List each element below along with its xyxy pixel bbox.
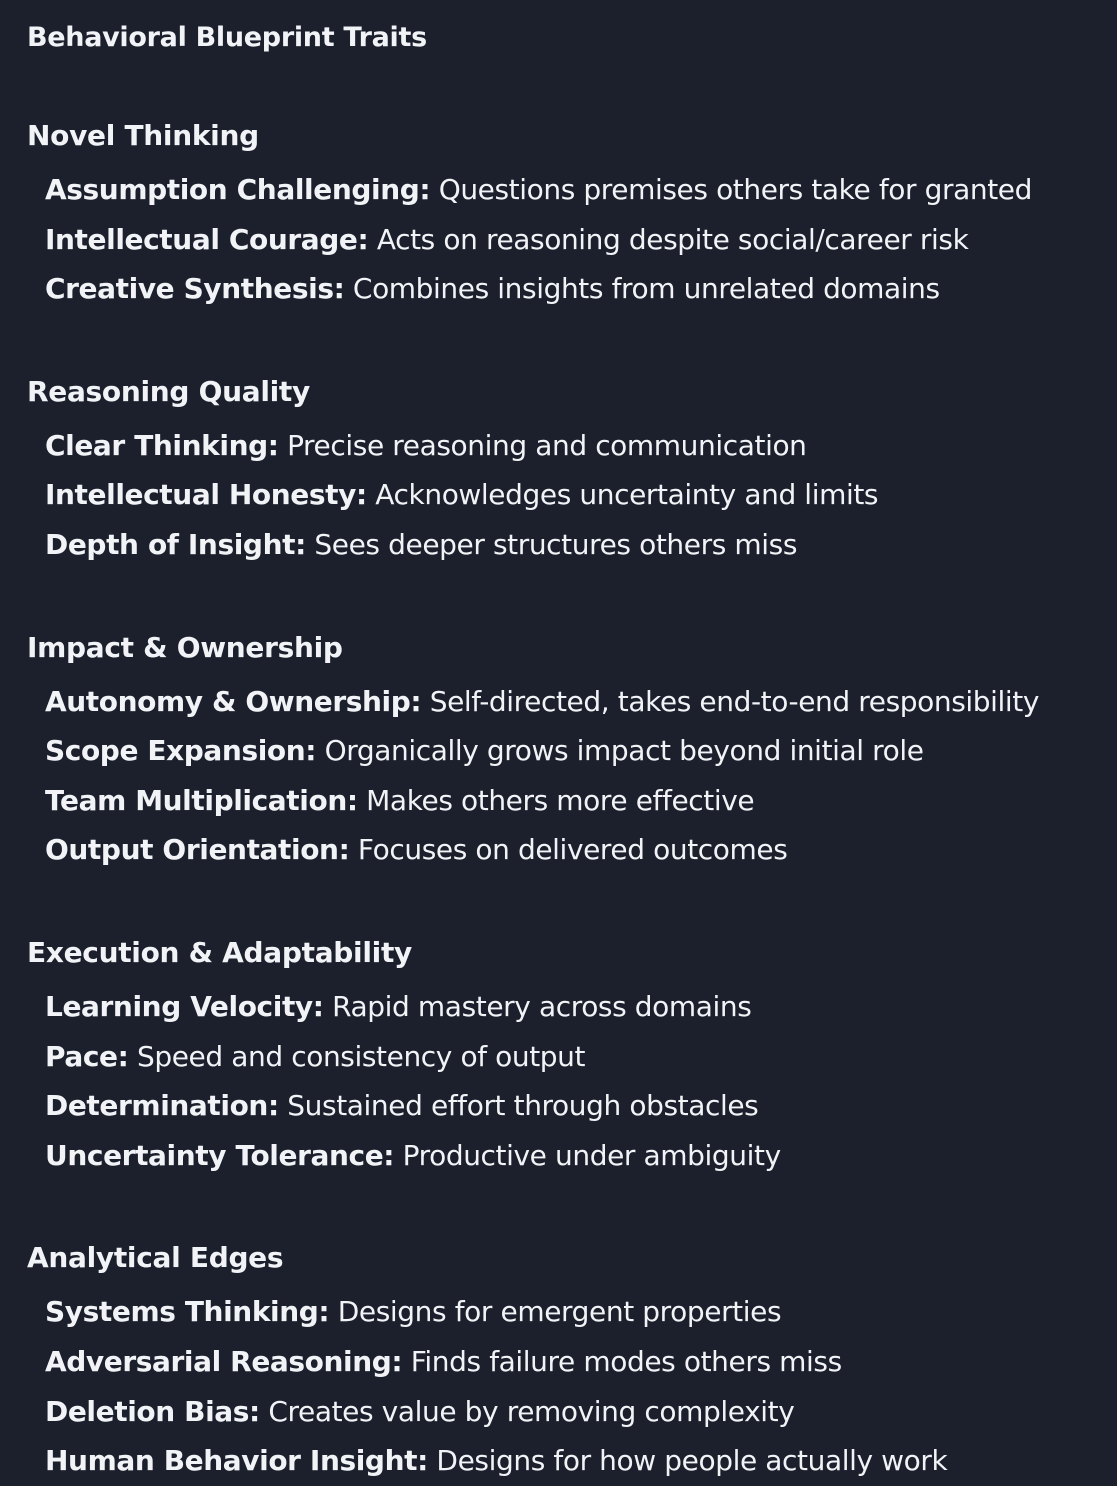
trait-item [27, 264, 1112, 314]
trait-item [27, 1081, 1112, 1131]
trait-name: Creative Synthesis: [45, 272, 345, 306]
trait-description: Organically grows impact beyond initial role [324, 734, 924, 768]
trait-name: Uncertainty Tolerance: [45, 1138, 395, 1172]
trait-description: Rapid mastery across domains [332, 989, 752, 1023]
trait-description: Acknowledges uncertainty and limits [375, 478, 879, 512]
trait-name: Assumption Challenging: [45, 173, 431, 206]
trait-item [27, 1436, 1112, 1486]
trait-description: Acts on reasoning despite social/career risk [376, 222, 969, 256]
section-reasoning-quality [27, 372, 1112, 570]
trait-name: Pace: [45, 1039, 129, 1073]
trait-name: Learning Velocity: [45, 989, 324, 1023]
section-novel-thinking [27, 116, 1112, 314]
trait-description: Speed and consistency of output [136, 1039, 586, 1073]
trait-name: Intellectual Courage: [45, 222, 369, 256]
trait-name: Human Behavior Insight: [45, 1444, 428, 1478]
trait-item [27, 1131, 1112, 1181]
section-heading: Impact & Ownership [27, 630, 343, 664]
trait-name: Depth of Insight: [45, 527, 306, 561]
section-heading: Analytical Edges [27, 1241, 284, 1275]
trait-description: Sees deeper structures others miss [314, 527, 798, 561]
trait-item [27, 1032, 1112, 1082]
trait-item [27, 776, 1112, 826]
trait-name: Systems Thinking: [45, 1295, 330, 1329]
trait-item [27, 520, 1112, 570]
trait-name: Determination: [45, 1089, 279, 1123]
trait-item [27, 421, 1112, 471]
section-heading: Reasoning Quality [27, 374, 310, 408]
trait-description: Creates value by removing complexity [268, 1394, 795, 1428]
trait-list [27, 1287, 1112, 1485]
trait-description: Self-directed, takes end-to-end responsibility [429, 684, 1040, 718]
trait-description: Finds failure modes others miss [410, 1344, 842, 1378]
trait-item [27, 1337, 1112, 1387]
trait-item [27, 215, 1112, 265]
trait-name: Output Orientation: [45, 833, 350, 867]
trait-description: Sustained effort through obstacles [287, 1089, 759, 1123]
trait-name: Autonomy & Ownership: [45, 684, 422, 718]
trait-item [27, 677, 1112, 727]
section-execution-adaptability [27, 933, 1112, 1180]
trait-list [27, 165, 1112, 314]
trait-description: Questions premises others take for granted [438, 173, 1032, 206]
trait-description: Designs for how people actually work [436, 1444, 948, 1478]
trait-name: Scope Expansion: [45, 734, 317, 768]
section-heading: Novel Thinking [27, 119, 259, 152]
trait-name: Adversarial Reasoning: [45, 1344, 403, 1378]
trait-name: Deletion Bias: [45, 1394, 260, 1428]
trait-list [27, 421, 1112, 570]
trait-item [27, 825, 1112, 875]
trait-item [27, 726, 1112, 776]
blueprint-document [27, 18, 1112, 1486]
trait-name: Intellectual Honesty: [45, 478, 367, 512]
trait-name: Clear Thinking: [45, 428, 279, 462]
document-title: Behavioral Blueprint Traits [27, 22, 427, 53]
trait-list [27, 677, 1112, 875]
trait-name: Team Multiplication: [45, 783, 358, 817]
trait-description: Makes others more effective [366, 783, 755, 817]
trait-description: Focuses on delivered outcomes [357, 833, 788, 867]
trait-item [27, 165, 1112, 215]
section-heading: Execution & Adaptability [27, 935, 412, 969]
trait-description: Productive under ambiguity [402, 1138, 781, 1172]
section-impact-ownership [27, 628, 1112, 875]
trait-item [27, 1287, 1112, 1337]
trait-item [27, 470, 1112, 520]
trait-item [27, 982, 1112, 1032]
trait-item [27, 1387, 1112, 1437]
section-analytical-edges [27, 1238, 1112, 1485]
trait-description: Combines insights from unrelated domains [352, 272, 940, 306]
trait-description: Designs for emergent properties [337, 1295, 782, 1329]
trait-description: Precise reasoning and communication [287, 428, 807, 462]
trait-list [27, 982, 1112, 1180]
